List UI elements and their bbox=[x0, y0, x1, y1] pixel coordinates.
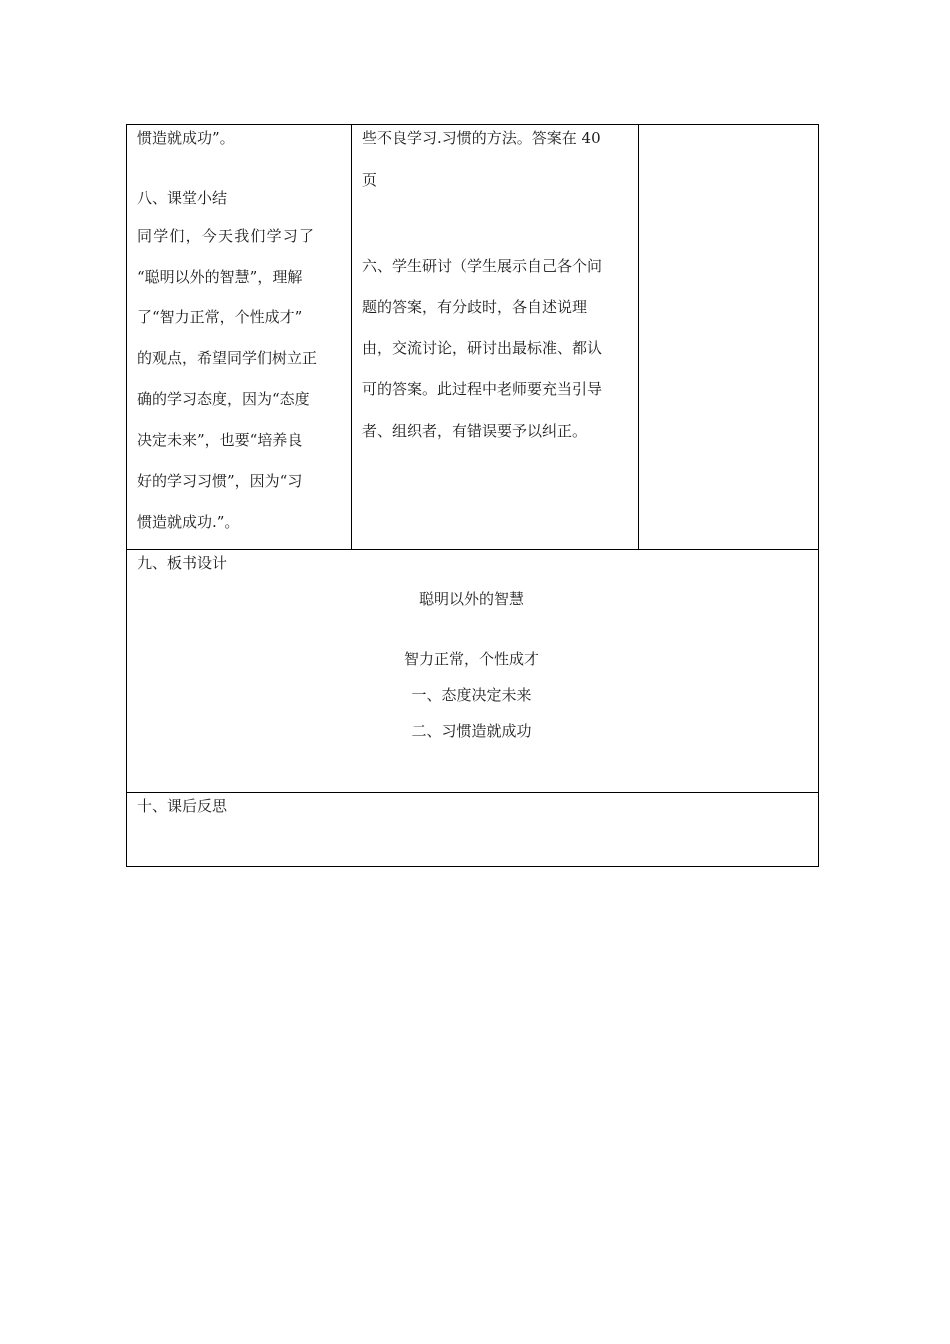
text-line: 确的学习态度，因为“态度 bbox=[137, 390, 310, 408]
table-cell bbox=[639, 125, 819, 550]
table-row bbox=[127, 125, 819, 550]
text-line: 的观点，希望同学们树立正 bbox=[137, 349, 318, 367]
table-cell bbox=[352, 125, 639, 550]
text-line: 惯造就成功”。 bbox=[137, 129, 235, 147]
text-line: “聪明以外的智慧”，理解 bbox=[137, 268, 303, 286]
board-design-cell bbox=[127, 550, 819, 793]
text-line: 好的学习习惯”，因为“习 bbox=[137, 472, 303, 490]
text-line: 可的答案。此过程中老师要充当引导 bbox=[362, 380, 603, 398]
text-line: 同学们，今天我们学习了 bbox=[137, 227, 316, 245]
lesson-plan-table bbox=[126, 124, 819, 867]
board-point: 一、态度决定未来 bbox=[411, 686, 532, 704]
text-line: 惯造就成功.”。 bbox=[137, 513, 240, 531]
table-row bbox=[127, 550, 819, 793]
reflection-cell bbox=[127, 793, 819, 867]
table-cell bbox=[127, 125, 352, 550]
table-row bbox=[127, 793, 819, 867]
section-heading: 十、课后反思 bbox=[137, 797, 228, 815]
text-line: 决定未来”，也要“培养良 bbox=[137, 431, 303, 449]
board-point: 二、习惯造就成功 bbox=[411, 722, 532, 740]
text-line: 者、组织者，有错误要予以纠正。 bbox=[362, 422, 588, 440]
text-line: 些不良学习.习惯的方法。答案在 40 bbox=[362, 129, 601, 147]
text-line: 了“智力正常，个性成才” bbox=[137, 308, 303, 326]
text-line: 题的答案，有分歧时，各自述说理 bbox=[362, 298, 588, 316]
text-line: 由，交流讨论，研讨出最标准、都认 bbox=[362, 339, 603, 357]
section-heading: 六、学生研讨（学生展示自己各个问 bbox=[362, 257, 603, 275]
board-subtitle: 智力正常，个性成才 bbox=[403, 650, 539, 668]
board-title: 聪明以外的智慧 bbox=[418, 590, 524, 608]
section-heading: 九、板书设计 bbox=[137, 554, 228, 572]
text-line: 页 bbox=[362, 171, 378, 189]
section-heading: 八、课堂小结 bbox=[137, 189, 228, 207]
